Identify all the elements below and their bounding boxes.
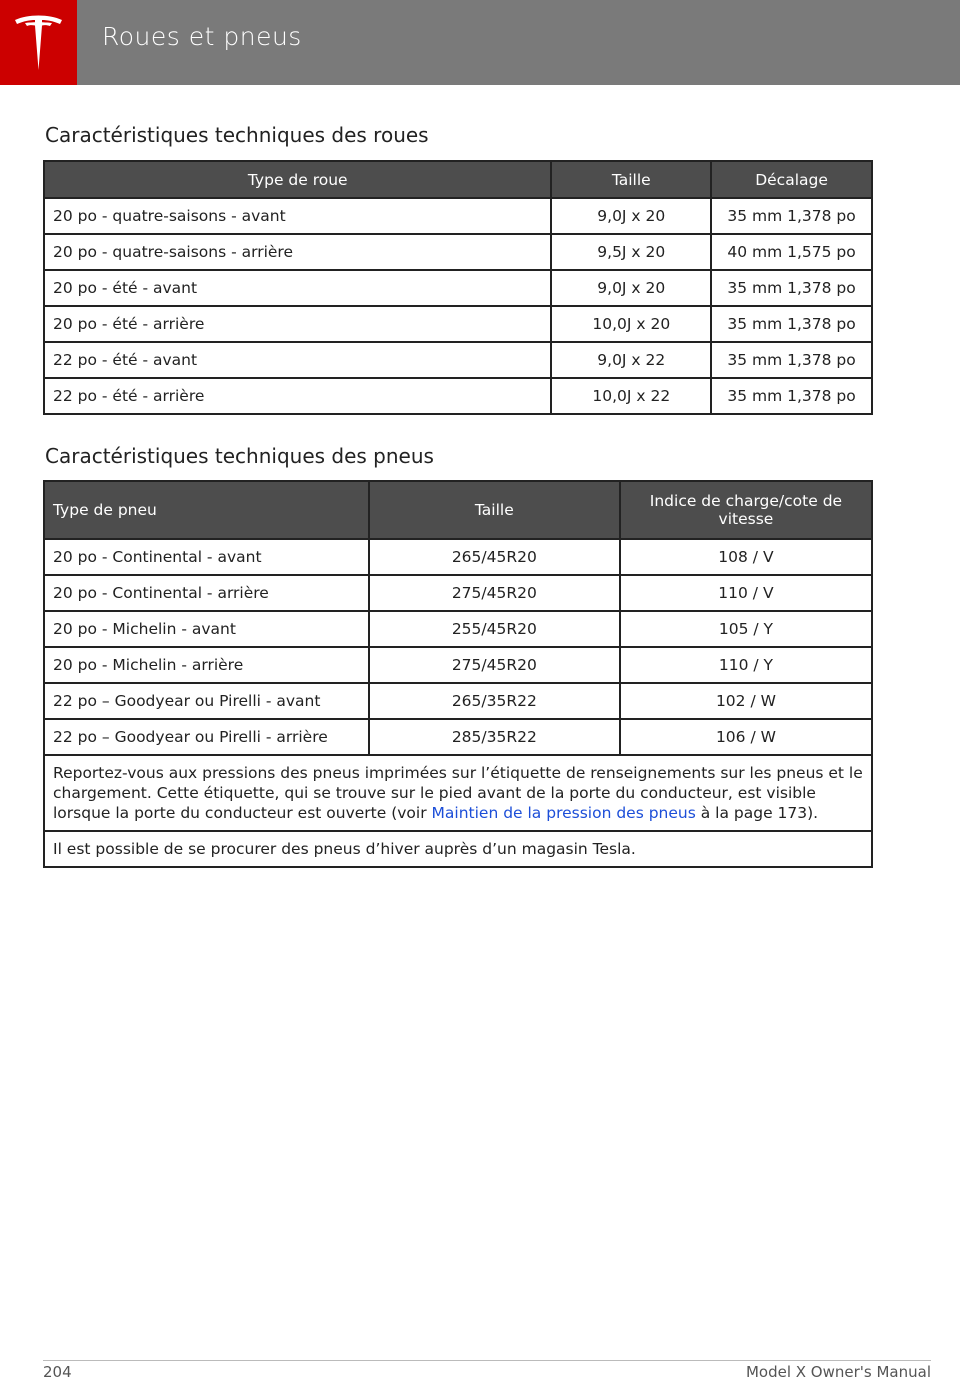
load-speed-cell: 108 / V (620, 539, 872, 575)
offset-cell: 35 mm 1,378 po (711, 270, 872, 306)
size-cell: 265/45R20 (369, 539, 620, 575)
size-cell: 10,0J x 22 (551, 378, 711, 414)
load-speed-cell: 110 / V (620, 575, 872, 611)
tire-pressure-link[interactable]: Maintien de la pression des pneus (431, 804, 696, 822)
page-header (0, 0, 960, 85)
size-cell: 9,0J x 20 (551, 270, 711, 306)
table-row (44, 378, 872, 414)
table-row (44, 306, 872, 342)
note-text-before: Reportez-vous aux pressions des pneus imprimées sur l’étiquette de renseignements sur les pneus et le chargement. Cette étiquette, qui se trouve sur le pied avant de la porte du conducteur, est visible lorsque la porte du conducteur est ouverte (voir (53, 764, 863, 822)
size-cell: 275/45R20 (369, 575, 620, 611)
size-cell: 9,0J x 20 (551, 198, 711, 234)
load-speed-cell: 105 / Y (620, 611, 872, 647)
tires-header-row (44, 481, 872, 539)
size-cell: 9,0J x 22 (551, 342, 711, 378)
size-cell: 275/45R20 (369, 647, 620, 683)
column-header-tire-type: Type de pneu (44, 481, 369, 539)
table-row (44, 342, 872, 378)
wheel-type-cell: 22 po - été - avant (44, 342, 551, 378)
size-cell: 9,5J x 20 (551, 234, 711, 270)
tire-type-cell: 20 po - Michelin - arrière (44, 647, 369, 683)
table-row (44, 683, 872, 719)
manual-name: Model X Owner's Manual (745, 1363, 931, 1381)
table-row (44, 270, 872, 306)
footer-divider (43, 1360, 931, 1361)
tesla-logo (0, 0, 77, 85)
size-cell: 265/35R22 (369, 683, 620, 719)
wheel-type-cell: 20 po - quatre-saisons - arrière (44, 234, 551, 270)
size-cell: 10,0J x 20 (551, 306, 711, 342)
wheel-type-cell: 20 po - été - avant (44, 270, 551, 306)
size-cell: 255/45R20 (369, 611, 620, 647)
column-header-wheel-type: Type de roue (44, 161, 551, 198)
column-header-size: Taille (551, 161, 711, 198)
table-row (44, 539, 872, 575)
wheel-type-cell: 20 po - quatre-saisons - avant (44, 198, 551, 234)
wheels-section-title: Caractéristiques techniques des roues (45, 123, 429, 147)
table-row (44, 198, 872, 234)
wheel-type-cell: 20 po - été - arrière (44, 306, 551, 342)
load-speed-cell: 102 / W (620, 683, 872, 719)
table-row (44, 719, 872, 755)
tire-type-cell: 22 po – Goodyear ou Pirelli - arrière (44, 719, 369, 755)
offset-cell: 35 mm 1,378 po (711, 306, 872, 342)
winter-tires-note: Il est possible de se procurer des pneus d’hiver auprès d’un magasin Tesla. (44, 831, 872, 867)
page-title: Roues et pneus (102, 22, 302, 51)
tire-pressure-note-row (44, 755, 872, 831)
load-speed-cell: 106 / W (620, 719, 872, 755)
load-speed-cell: 110 / Y (620, 647, 872, 683)
table-row (44, 647, 872, 683)
column-header-load-speed: Indice de charge/cote de vitesse (620, 481, 872, 539)
offset-cell: 35 mm 1,378 po (711, 198, 872, 234)
tires-table (43, 480, 873, 868)
column-header-size: Taille (369, 481, 620, 539)
wheels-header-row (44, 161, 872, 198)
size-cell: 285/35R22 (369, 719, 620, 755)
tire-type-cell: 20 po - Continental - avant (44, 539, 369, 575)
table-row (44, 575, 872, 611)
column-header-offset: Décalage (711, 161, 872, 198)
tesla-t-logo-icon (14, 14, 63, 71)
tire-pressure-note (44, 755, 872, 831)
tire-type-cell: 22 po – Goodyear ou Pirelli - avant (44, 683, 369, 719)
wheel-type-cell: 22 po - été - arrière (44, 378, 551, 414)
offset-cell: 35 mm 1,378 po (711, 378, 872, 414)
tires-section-title: Caractéristiques techniques des pneus (45, 444, 434, 468)
offset-cell: 35 mm 1,378 po (711, 342, 872, 378)
wheels-table (43, 160, 873, 415)
tire-type-cell: 20 po - Michelin - avant (44, 611, 369, 647)
winter-tires-note-row (44, 831, 872, 867)
table-row (44, 234, 872, 270)
page-number: 204 (43, 1363, 72, 1381)
offset-cell: 40 mm 1,575 po (711, 234, 872, 270)
tire-type-cell: 20 po - Continental - arrière (44, 575, 369, 611)
note-text-after: à la page 173). (695, 804, 819, 822)
table-row (44, 611, 872, 647)
